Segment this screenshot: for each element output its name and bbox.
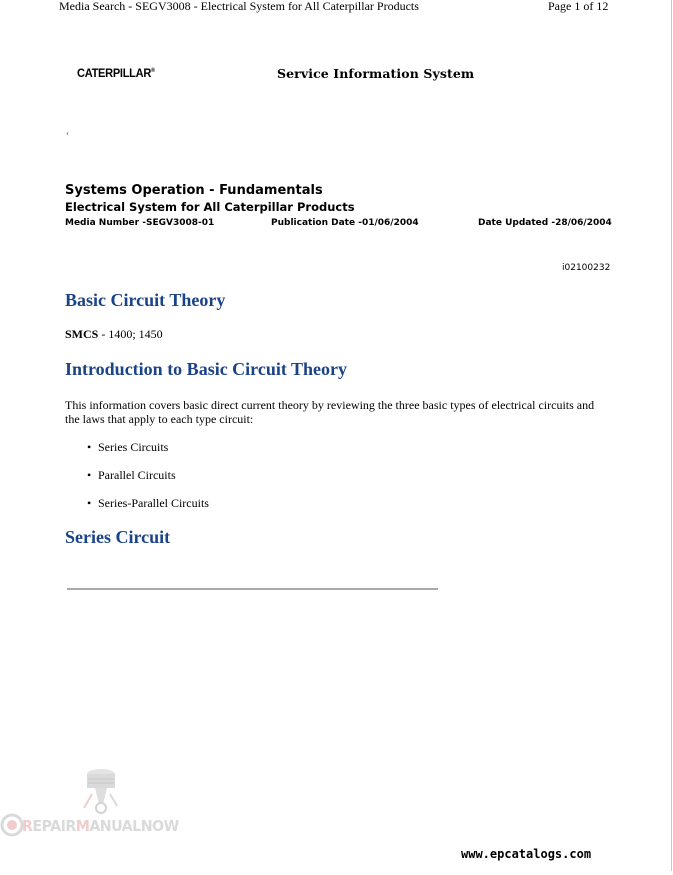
- print-header: [0, 0, 673, 14]
- watermark-rest: ANUALNOW: [89, 817, 179, 835]
- smcs-line: [65, 327, 163, 342]
- section-title: Systems Operation - Fundamentals: [65, 183, 323, 198]
- list-item: • Series Circuits: [87, 440, 169, 454]
- smcs-value: - 1400; 1450: [98, 327, 163, 341]
- smcs-label: SMCS: [65, 327, 99, 341]
- system-title: Service Information System: [277, 66, 475, 81]
- list-item-text: Series-Parallel Circuits: [98, 496, 209, 510]
- watermark-text: [22, 817, 179, 835]
- watermark-m: M: [75, 817, 90, 835]
- intro-paragraph: This information covers basic direct current theory by reviewing the three basic types of electrical circuits and the laws that apply to each type circuit:: [65, 398, 595, 426]
- figure-divider: [67, 588, 438, 590]
- watermark-r: R: [22, 817, 33, 835]
- caterpillar-logo: [77, 66, 155, 80]
- heading-basic-circuit-theory: Basic Circuit Theory: [65, 290, 226, 310]
- website-link[interactable]: www.epcatalogs.com: [461, 847, 592, 861]
- caterpillar-logo-text: CATERPILLAR: [77, 66, 152, 80]
- list-item-text: Parallel Circuits: [98, 468, 176, 482]
- page-border: [671, 0, 672, 871]
- small-mark: ‹: [66, 128, 69, 138]
- document-subtitle: Electrical System for All Caterpillar Products: [65, 200, 355, 214]
- heading-introduction: Introduction to Basic Circuit Theory: [65, 359, 348, 379]
- registered-mark: ®: [151, 68, 155, 74]
- watermark: [0, 760, 205, 870]
- heading-series-circuit: Series Circuit: [65, 527, 171, 547]
- list-item-text: Series Circuits: [98, 440, 169, 454]
- page-counter: Page 1 of 12: [548, 0, 609, 13]
- list-item: • Series-Parallel Circuits: [87, 496, 209, 510]
- date-updated: Date Updated -28/06/2004: [478, 218, 612, 228]
- list-item: • Parallel Circuits: [87, 468, 176, 482]
- document-id: i02100232: [562, 263, 611, 273]
- media-number: Media Number -SEGV3008-01: [65, 218, 215, 228]
- watermark-epair: EPAIR: [32, 817, 76, 835]
- publication-date: Publication Date -01/06/2004: [271, 218, 419, 228]
- piston-icon: [0, 760, 205, 870]
- print-header-title: Media Search - SEGV3008 - Electrical System for All Caterpillar Products: [59, 0, 419, 13]
